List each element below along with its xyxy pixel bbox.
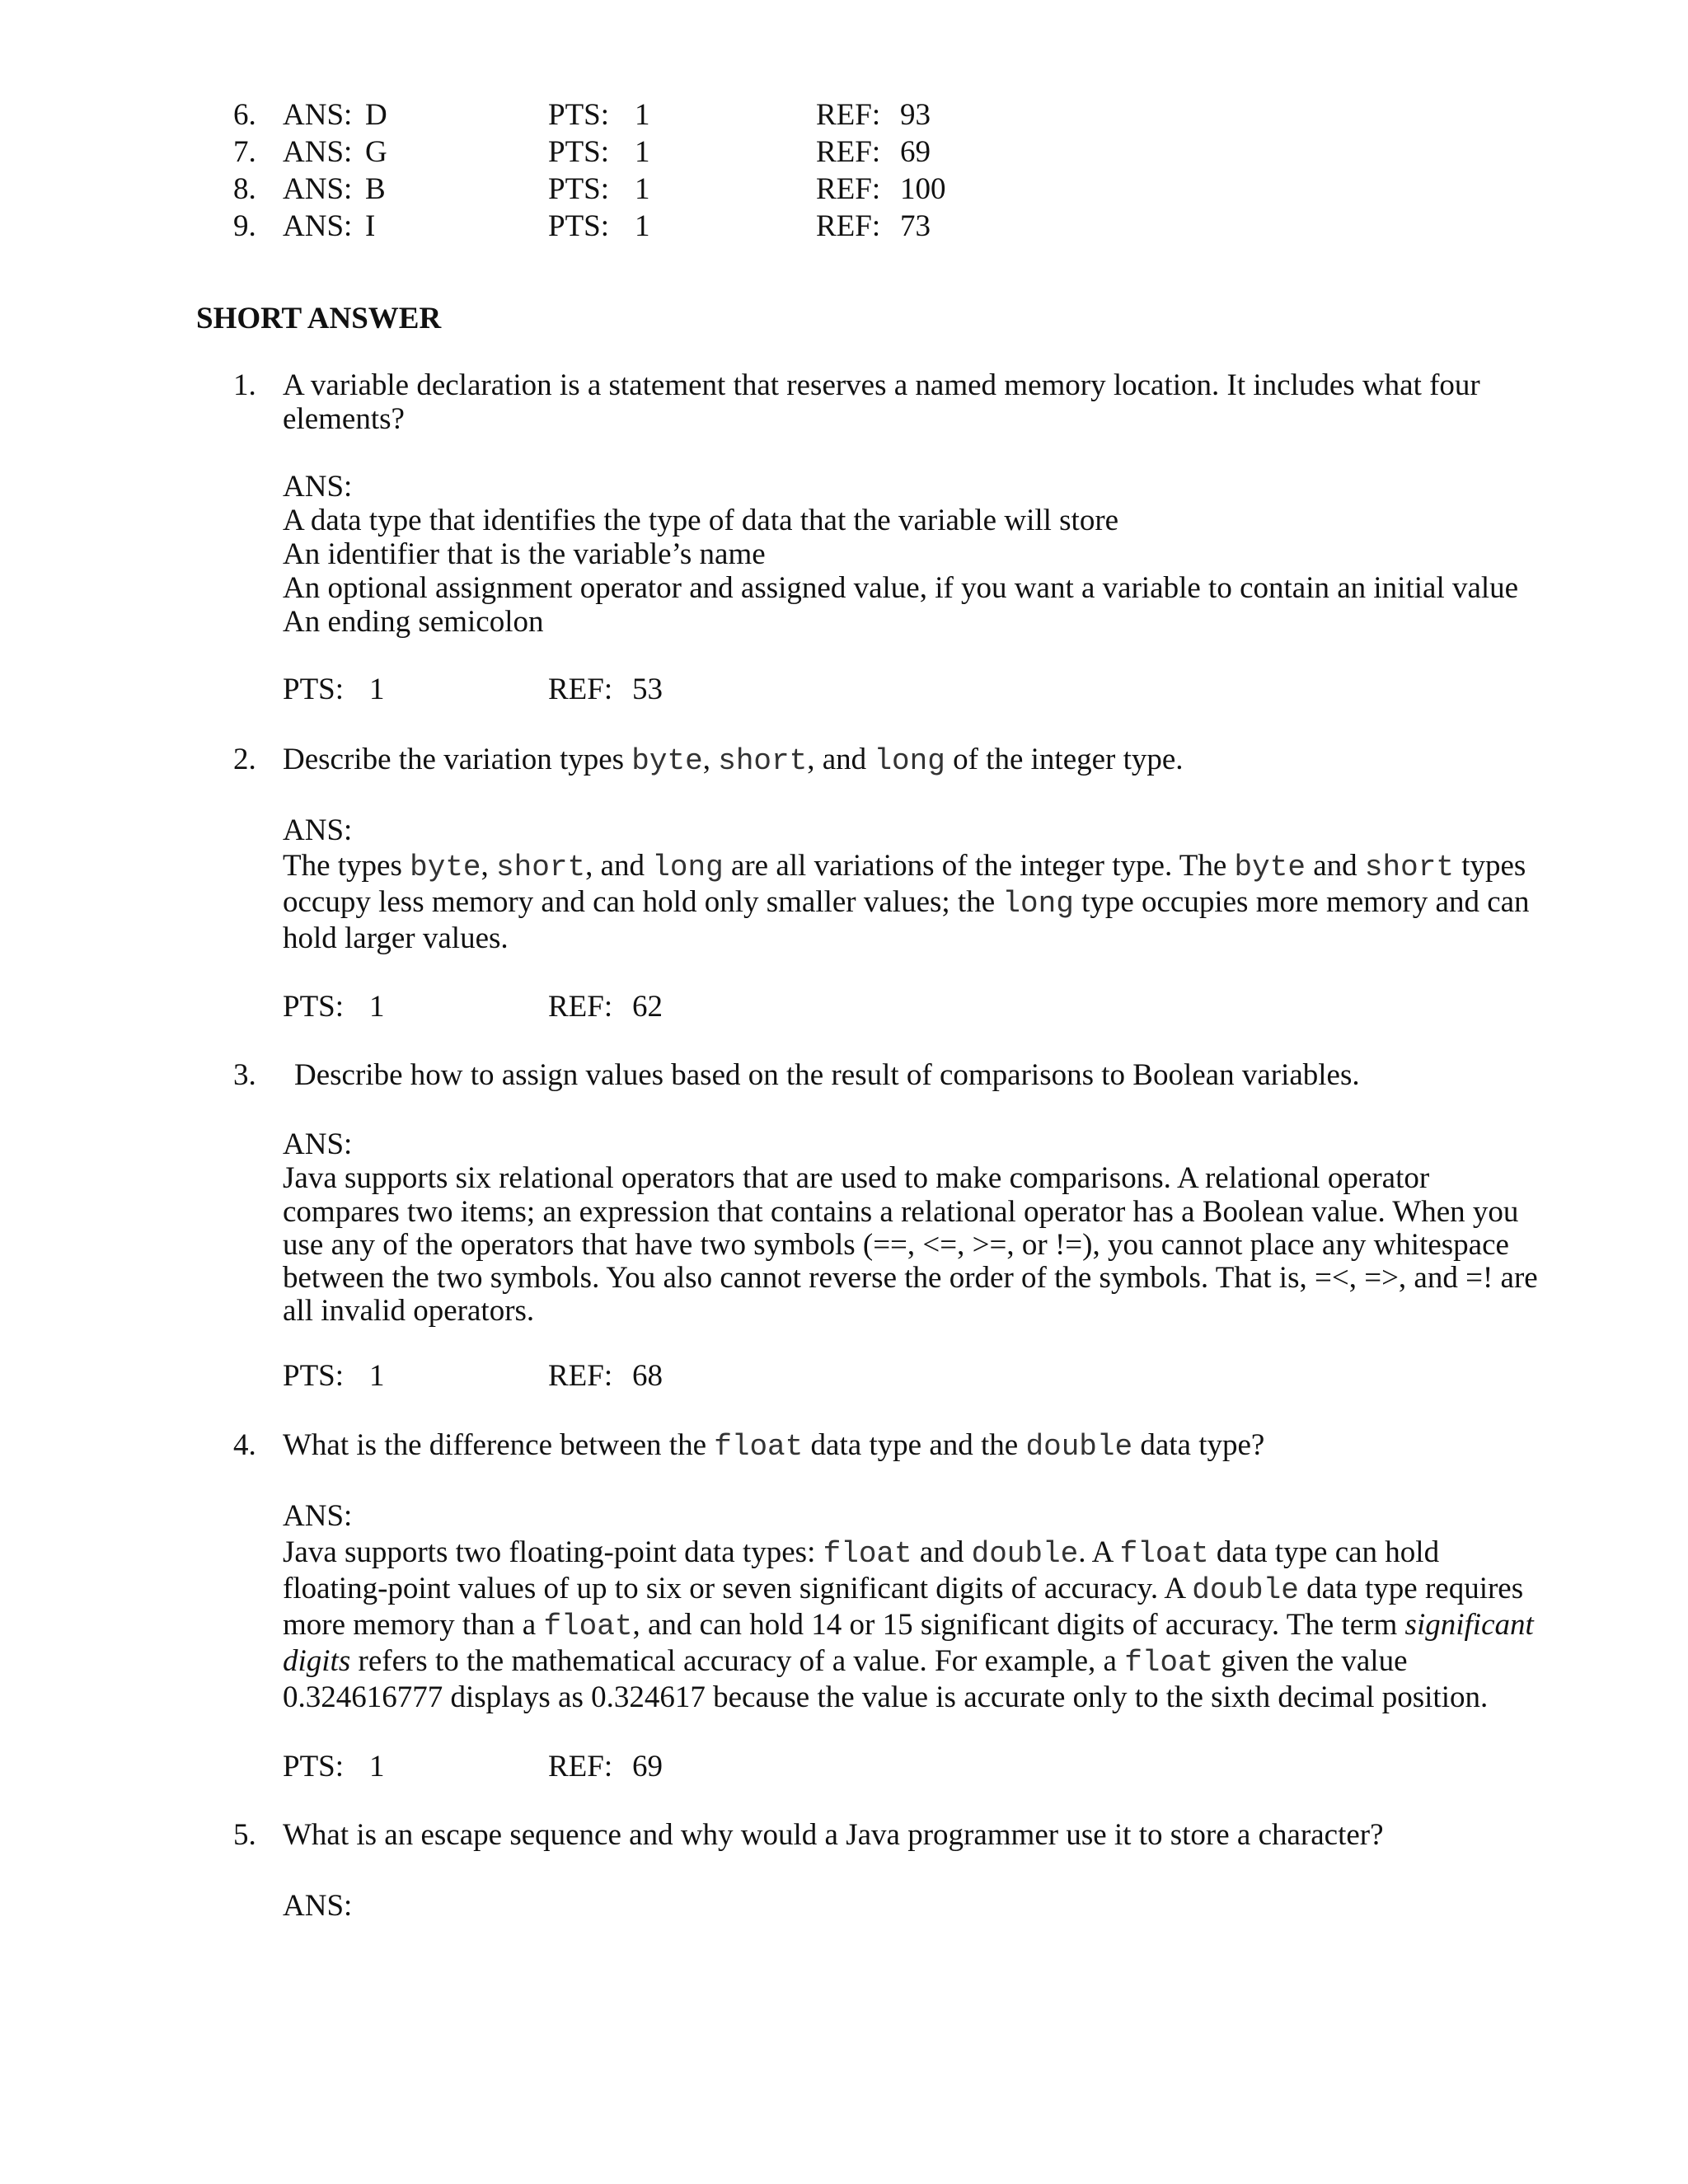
answer-line: Java supports two floating-point data types: float and double. A float data type can hold [283, 1535, 1440, 1571]
ref-value: 100 [900, 172, 946, 206]
question-number: 4. [233, 1428, 256, 1462]
answer-line: 0.324616777 displays as 0.324617 because the value is accurate only to the sixth decimal position. [283, 1680, 1489, 1714]
ans-label: ANS: [283, 209, 353, 243]
question-text: elements? [283, 402, 405, 436]
pts-label: PTS: [283, 673, 345, 706]
pts-value: 1 [635, 98, 650, 132]
answer-line: use any of the operators that have two symbols (==, <=, >=, or !=), you cannot place any whitespace [283, 1228, 1509, 1262]
ans-label: ANS: [283, 98, 353, 132]
ref-value: 62 [632, 990, 663, 1024]
pts-value: 1 [369, 1750, 385, 1783]
ref-label: REF: [816, 209, 881, 243]
pts-value: 1 [369, 1359, 385, 1393]
answer-line: compares two items; an expression that contains a relational operator has a Boolean value. When you [283, 1195, 1519, 1229]
answer-line: occupy less memory and can hold only smaller values; the long type occupies more memory and can [283, 885, 1530, 921]
question-text: What is the difference between the float data type and the double data type? [283, 1428, 1265, 1464]
answer-line: floating-point values of up to six or seven significant digits of accuracy. A double data type requires [283, 1572, 1524, 1607]
answer-line: Java supports six relational operators that are used to make comparisons. A relational operator [283, 1161, 1430, 1195]
ref-label: REF: [816, 172, 881, 206]
question-number: 1. [233, 368, 256, 402]
answer-num: 9. [233, 209, 256, 243]
answer-num: 6. [233, 98, 256, 132]
question-number: 5. [233, 1818, 256, 1852]
answer-line: An ending semicolon [283, 605, 544, 639]
ref-value: 69 [900, 135, 931, 169]
ref-label: REF: [816, 135, 881, 169]
ans-value: I [365, 209, 376, 243]
section-title: SHORT ANSWER [196, 302, 442, 335]
question-text: A variable declaration is a statement that reserves a named memory location. It includes what four [283, 368, 1480, 402]
pts-label: PTS: [548, 98, 610, 132]
ref-value: 69 [632, 1750, 663, 1783]
question-text: What is an escape sequence and why would a Java programmer use it to store a character? [283, 1818, 1384, 1852]
answer-line: all invalid operators. [283, 1294, 535, 1328]
ans-label: ANS: [283, 1127, 353, 1161]
ref-value: 53 [632, 673, 663, 706]
pts-value: 1 [369, 990, 385, 1024]
pts-value: 1 [635, 172, 650, 206]
ref-value: 68 [632, 1359, 663, 1393]
ans-label: ANS: [283, 172, 353, 206]
ref-label: REF: [548, 1750, 613, 1783]
answer-num: 7. [233, 135, 256, 169]
answer-line: digits refers to the mathematical accuracy of a value. For example, a float given the value [283, 1644, 1408, 1680]
pts-label: PTS: [548, 135, 610, 169]
question-text: Describe the variation types byte, short, and long of the integer type. [283, 743, 1184, 778]
ans-value: G [365, 135, 387, 169]
question-text: Describe how to assign values based on the result of comparisons to Boolean variables. [294, 1058, 1360, 1092]
ref-label: REF: [816, 98, 881, 132]
pts-label: PTS: [548, 209, 610, 243]
ref-label: REF: [548, 673, 613, 706]
ref-label: REF: [548, 990, 613, 1024]
ans-value: D [365, 98, 387, 132]
answer-line: An identifier that is the variable’s name [283, 537, 766, 571]
answer-num: 8. [233, 172, 256, 206]
ans-label: ANS: [283, 1889, 353, 1923]
pts-label: PTS: [283, 1359, 345, 1393]
pts-value: 1 [635, 209, 650, 243]
pts-value: 1 [369, 673, 385, 706]
ref-label: REF: [548, 1359, 613, 1393]
ans-label: ANS: [283, 470, 353, 504]
ans-label: ANS: [283, 1499, 353, 1533]
question-number: 3. [233, 1058, 256, 1092]
pts-label: PTS: [283, 990, 345, 1024]
question-number: 2. [233, 743, 256, 776]
pts-label: PTS: [548, 172, 610, 206]
pts-value: 1 [635, 135, 650, 169]
pts-label: PTS: [283, 1750, 345, 1783]
answer-line: The types byte, short, and long are all variations of the integer type. The byte and short types [283, 849, 1526, 884]
ans-label: ANS: [283, 813, 353, 847]
ans-label: ANS: [283, 135, 353, 169]
ans-value: B [365, 172, 386, 206]
answer-line: A data type that identifies the type of data that the variable will store [283, 504, 1119, 537]
answer-line: An optional assignment operator and assigned value, if you want a variable to contain an initial value [283, 571, 1519, 605]
ref-value: 73 [900, 209, 931, 243]
answer-line: between the two symbols. You also cannot reverse the order of the symbols. That is, =<, =>, and =! are [283, 1261, 1538, 1295]
ref-value: 93 [900, 98, 931, 132]
answer-line: more memory than a float, and can hold 14 or 15 significant digits of accuracy. The term significant [283, 1608, 1534, 1643]
answer-line: hold larger values. [283, 921, 509, 955]
